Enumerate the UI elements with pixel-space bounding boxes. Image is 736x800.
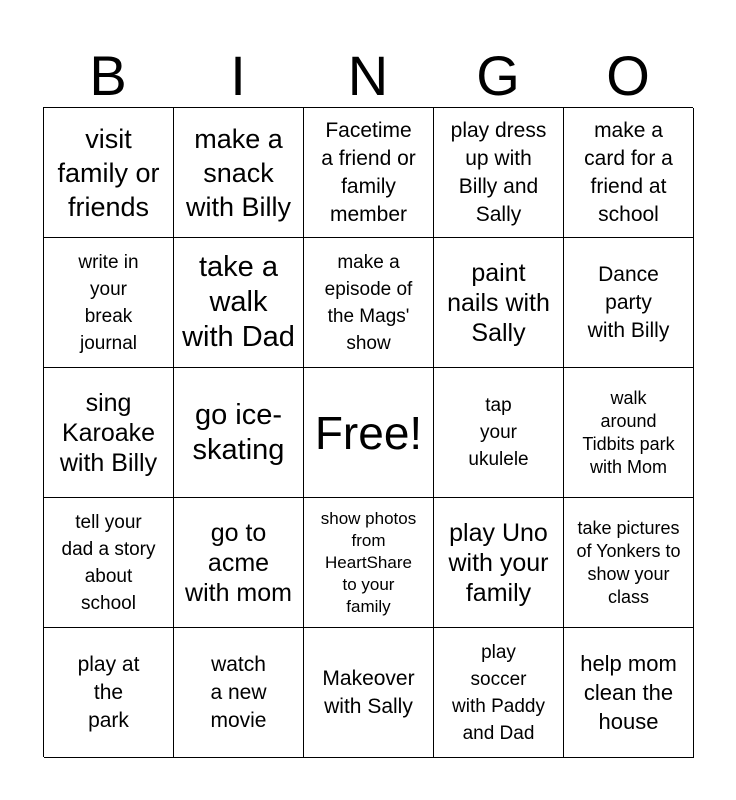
bingo-cell-r1c2[interactable]: make a snack with Billy (174, 108, 304, 238)
bingo-cell-r3c5[interactable]: walk around Tidbits park with Mom (564, 368, 694, 498)
bingo-cell-r5c2[interactable]: watch a new movie (174, 628, 304, 758)
bingo-header (43, 46, 693, 106)
bingo-cell-r1c5[interactable]: make a card for a friend at school (564, 108, 694, 238)
bingo-cell-r2c5[interactable]: Dance party with Billy (564, 238, 694, 368)
bingo-cell-r2c1[interactable]: write in your break journal (44, 238, 174, 368)
bingo-cell-r5c4[interactable]: play soccer with Paddy and Dad (434, 628, 564, 758)
bingo-cell-r4c4[interactable]: play Uno with your family (434, 498, 564, 628)
bingo-cell-r4c5[interactable]: take pictures of Yonkers to show your class (564, 498, 694, 628)
header-letter-g: G (476, 44, 520, 107)
bingo-cell-r3c1[interactable]: sing Karoake with Billy (44, 368, 174, 498)
bingo-cell-r5c1[interactable]: play at the park (44, 628, 174, 758)
header-letter-i: I (230, 44, 246, 107)
bingo-cell-r4c1[interactable]: tell your dad a story about school (44, 498, 174, 628)
bingo-cell-r5c3[interactable]: Makeover with Sally (304, 628, 434, 758)
bingo-cell-r4c3[interactable]: show photos from HeartShare to your family (304, 498, 434, 628)
bingo-cell-r2c4[interactable]: paint nails with Sally (434, 238, 564, 368)
bingo-board (43, 107, 693, 757)
bingo-cell-r4c2[interactable]: go to acme with mom (174, 498, 304, 628)
bingo-cell-r2c3[interactable]: make a episode of the Mags' show (304, 238, 434, 368)
bingo-cell-free[interactable]: Free! (304, 368, 434, 498)
header-letter-o: O (606, 44, 650, 107)
bingo-cell-r3c2[interactable]: go ice- skating (174, 368, 304, 498)
bingo-cell-r1c3[interactable]: Facetime a friend or family member (304, 108, 434, 238)
header-letter-b: B (89, 44, 127, 107)
bingo-cell-r1c4[interactable]: play dress up with Billy and Sally (434, 108, 564, 238)
header-letter-n: N (347, 44, 389, 107)
bingo-cell-r2c2[interactable]: take a walk with Dad (174, 238, 304, 368)
bingo-cell-r3c4[interactable]: tap your ukulele (434, 368, 564, 498)
bingo-cell-r1c1[interactable]: visit family or friends (44, 108, 174, 238)
bingo-cell-r5c5[interactable]: help mom clean the house (564, 628, 694, 758)
